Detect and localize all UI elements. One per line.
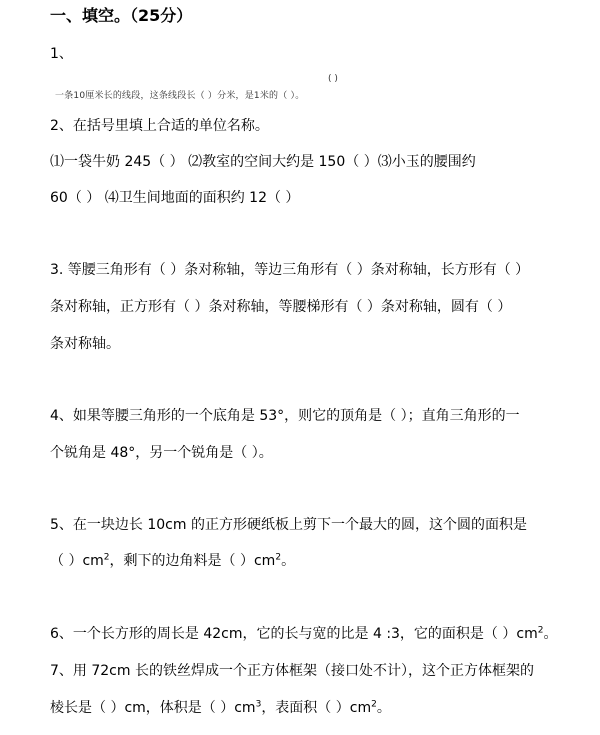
- q7-text-b: ，表面积（ ）cm: [261, 700, 372, 716]
- q6-end: 。: [543, 626, 558, 642]
- q1-fraction-numerator: ( ): [328, 74, 338, 84]
- q4-line-1: 4、如果等腰三角形的一个底角是 53°，则它的顶角是（ ）；直角三角形的一: [50, 408, 520, 424]
- q3-line-1: 3. 等腰三角形有（ ）条对称轴，等边三角形有（ ）条对称轴，长方形有（ ）: [50, 262, 530, 278]
- q6-text: 6、一个长方形的周长是 42cm，它的长与宽的比是 4 :3，它的面积是（ ）cm: [50, 626, 538, 642]
- q7-end: 。: [376, 700, 391, 716]
- q7-text-a: 棱长是（ ）cm，体积是（ ）cm: [50, 700, 256, 716]
- q3-line-2: 条对称轴，正方形有（ ）条对称轴，等腰梯形有（ ）条对称轴，圆有（ ）: [50, 299, 512, 315]
- q2-heading: 2、在括号里填上合适的单位名称。: [50, 118, 269, 134]
- q3-line-3: 条对称轴。: [50, 336, 120, 352]
- q2-line-1: ⑴一袋牛奶 245（ ） ⑵教室的空间大约是 150（ ）⑶小玉的腰围约: [50, 154, 476, 170]
- q7-line-2: [50, 698, 391, 718]
- q7-sup-3: 3: [255, 699, 262, 710]
- section-title: 一、填空。（25分）: [50, 6, 193, 25]
- q6-sup: 2: [537, 625, 544, 636]
- q1-text: 一条10厘米长的线段，这条线段长（ ）分米，是1米的（ ）。: [55, 91, 305, 101]
- q2-line-2: 60（ ） ⑷卫生间地面的面积约 12（ ）: [50, 190, 300, 206]
- q5-line-1: 5、在一块边长 10cm 的正方形硬纸板上剪下一个最大的圆，这个圆的面积是: [50, 517, 527, 533]
- q5-end: 。: [281, 553, 296, 569]
- q5-line-2: [50, 551, 295, 571]
- q1-number: 1、: [50, 46, 73, 62]
- q4-line-2: 个锐角是 48°，另一个锐角是（ ）。: [50, 445, 273, 461]
- q6-line-1: [50, 624, 557, 644]
- q7-line-1: 7、用 72cm 长的铁丝焊成一个正方体框架（接口处不计），这个正方体框架的: [50, 663, 534, 679]
- q5-sup-2: 2: [275, 552, 282, 563]
- q5-blank-1: （ ）cm: [50, 553, 104, 569]
- q7-sup-2: 2: [371, 699, 377, 710]
- q5-blank-2: ，剩下的边角料是（ ）cm: [109, 553, 276, 569]
- q5-sup-1: 2: [103, 552, 110, 563]
